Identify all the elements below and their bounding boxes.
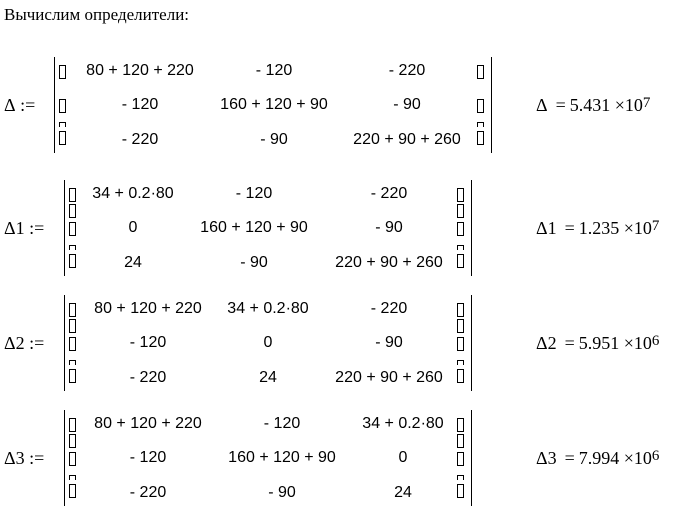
- matrix-cell: - 90: [375, 219, 403, 236]
- matrix-cell: 80 + 120 + 220: [94, 415, 202, 432]
- result-name: Δ3: [536, 447, 557, 468]
- matrix-cell: - 90: [375, 334, 403, 351]
- matrix-cell: 160 + 120 + 90: [200, 219, 308, 236]
- matrix-cell: 24: [124, 254, 142, 271]
- assign-operator: :=: [29, 332, 45, 353]
- result: [536, 410, 659, 506]
- determinant-name: Δ1: [4, 217, 25, 238]
- bracket-right: [477, 57, 487, 153]
- result-mantissa: 5.431: [569, 94, 611, 115]
- assign-operator: :=: [29, 447, 45, 468]
- matrix-cell: - 220: [370, 300, 408, 317]
- determinant-delta2: [0, 295, 690, 391]
- matrix-cell: - 120: [129, 449, 167, 466]
- matrix-cell: - 120: [263, 415, 301, 432]
- determinant-bars: [64, 180, 472, 276]
- determinant-name: Δ2: [4, 332, 25, 353]
- bracket-left: [69, 180, 79, 276]
- times-ten: ×10: [623, 332, 652, 353]
- matrix-cell: 160 + 120 + 90: [228, 449, 336, 466]
- matrix-cell: - 220: [129, 484, 167, 501]
- matrix-cell: - 220: [388, 62, 426, 79]
- matrix-cell: - 120: [255, 62, 293, 79]
- matrix-cell: 220 + 90 + 260: [335, 254, 443, 271]
- result: [536, 180, 659, 276]
- matrix-cell: - 120: [129, 334, 167, 351]
- times-ten: ×10: [623, 447, 652, 468]
- matrix-cell: 80 + 120 + 220: [94, 300, 202, 317]
- bracket-right: [457, 180, 467, 276]
- bracket-right: [457, 295, 467, 391]
- result-exponent: 7: [642, 94, 651, 111]
- determinant-name: Δ: [4, 94, 16, 115]
- result-mantissa: 5.951: [578, 332, 620, 353]
- matrix-cell: - 120: [235, 185, 273, 202]
- determinant-delta: [0, 57, 690, 153]
- matrix-cell: 220 + 90 + 260: [353, 131, 461, 148]
- matrix-cell: 0: [128, 219, 138, 236]
- matrix-cell: - 220: [370, 185, 408, 202]
- bracket-left: [69, 295, 79, 391]
- result-exponent: 6: [651, 332, 660, 349]
- matrix-cell: 0: [263, 334, 273, 351]
- result-name: Δ2: [536, 332, 557, 353]
- bracket-left: [59, 57, 69, 153]
- matrix-cell: - 220: [129, 369, 167, 386]
- page-heading: Вычислим определители:: [4, 5, 190, 24]
- result-name: Δ1: [536, 217, 557, 238]
- matrix-cell: - 90: [393, 96, 421, 113]
- matrix-cell: 24: [394, 484, 412, 501]
- determinant-bars: [64, 295, 472, 391]
- matrix-cell: - 90: [260, 131, 288, 148]
- equals-operator: =: [564, 217, 575, 238]
- matrix-cell: 160 + 120 + 90: [220, 96, 328, 113]
- result: [536, 295, 659, 391]
- bracket-right: [457, 410, 467, 506]
- matrix-cell: 220 + 90 + 260: [335, 369, 443, 386]
- bracket-left: [69, 410, 79, 506]
- matrix-cell: - 220: [121, 131, 159, 148]
- result-mantissa: 1.235: [578, 217, 620, 238]
- determinant-bars: [64, 410, 472, 506]
- determinant-name: Δ3: [4, 447, 25, 468]
- result-exponent: 6: [651, 447, 660, 464]
- lhs: [4, 180, 44, 276]
- times-ten: ×10: [614, 94, 643, 115]
- lhs: [4, 410, 44, 506]
- determinant-bars: [54, 57, 492, 153]
- matrix-cell: - 90: [240, 254, 268, 271]
- lhs: [4, 295, 44, 391]
- times-ten: ×10: [623, 217, 652, 238]
- equals-operator: =: [564, 447, 575, 468]
- matrix-cell: - 120: [121, 96, 159, 113]
- result-mantissa: 7.994: [578, 447, 620, 468]
- matrix-cell: 0: [398, 449, 408, 466]
- matrix-cell: 24: [259, 369, 277, 386]
- determinant-delta3: [0, 410, 690, 506]
- matrix-cell: - 90: [268, 484, 296, 501]
- result-name: Δ: [536, 94, 548, 115]
- equals-operator: =: [555, 94, 566, 115]
- matrix-cell: 34 + 0.2·80: [362, 415, 444, 432]
- result: [536, 57, 650, 153]
- determinant-delta1: [0, 180, 690, 276]
- matrix-cell: 34 + 0.2·80: [92, 185, 174, 202]
- matrix-cell: 80 + 120 + 220: [86, 62, 194, 79]
- result-exponent: 7: [651, 217, 660, 234]
- matrix-cell: 34 + 0.2·80: [227, 300, 309, 317]
- assign-operator: :=: [29, 217, 45, 238]
- lhs: [4, 57, 35, 153]
- equals-operator: =: [564, 332, 575, 353]
- assign-operator: :=: [20, 94, 36, 115]
